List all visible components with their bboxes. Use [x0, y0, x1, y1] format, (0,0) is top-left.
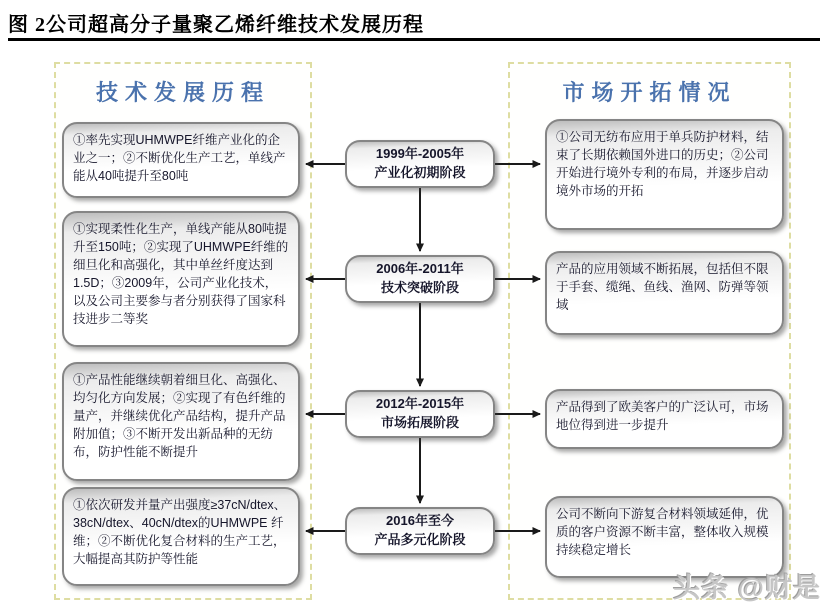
- stage-2-period: 2006年-2011年: [376, 261, 464, 277]
- panel-market-expansion-header: 市场开拓情况: [562, 80, 737, 105]
- tech-box-stage1: ①率先实现UHMWPE纤维产业化的企业之一；②不断优化生产工艺，单线产能从40吨提升至80吨: [62, 122, 300, 198]
- tech-box-stage2: ①实现柔性化生产，单线产能从80吨提升至150吨；②实现了UHMWPE纤维的细旦化和高强化，其中单丝纤度达到1.5D；③2009年，公司产业化技术，以及公司主要参与者分别获得了国家科技进步二等奖: [62, 211, 300, 347]
- tech-box-stage3: ①产品性能继续朝着细旦化、高强化、均匀化方向发展；②实现了有色纤维的量产，并继续优化产品结构，提升产品附加值；③不断开发出新品种的无纺布，防护性能不断提升: [62, 362, 300, 481]
- watermark-toutiao-caishi: 头条 @财是: [673, 573, 821, 603]
- market-box-stage4: 公司不断向下游复合材料领域延伸，优质的客户资源不断丰富，整体收入规模持续稳定增长: [545, 496, 784, 578]
- stage-box-3: [345, 390, 495, 438]
- panel-technology-history-header: 技术发展历程: [95, 80, 270, 105]
- tech-box-stage4: ①依次研发并量产出强度≥37cN/dtex、38cN/dtex、40cN/dtex的UHMWPE 纤维；②不断优化复合材料的生产工艺，大幅提高其防护等性能: [62, 487, 300, 586]
- stage-2-name: 技术突破阶段: [380, 280, 459, 295]
- stage-4-name: 产品多元化阶段: [374, 532, 466, 547]
- stage-1-period: 1999年-2005年: [375, 146, 465, 162]
- market-box-stage3: 产品得到了欧美客户的广泛认可，市场地位得到进一步提升: [545, 389, 784, 449]
- stage-4-period: 2016年至今: [386, 513, 454, 529]
- stage-3-period: 2012年-2015年: [375, 396, 465, 412]
- market-box-stage2: 产品的应用领域不断拓展，包括但不限于手套、缆绳、鱼线、渔网、防弹等领域: [545, 251, 784, 335]
- stage-1-name: 产业化初期阶段: [374, 165, 466, 180]
- market-box-stage1: ①公司无纺布应用于单兵防护材料，结束了长期依赖国外进口的历史；②公司开始进行境外专利的布局，并逐步启动境外市场的开拓: [545, 119, 784, 230]
- stage-box-4: [345, 507, 495, 555]
- stage-box-1: [345, 140, 495, 188]
- stage-3-name: 市场拓展阶段: [380, 415, 459, 430]
- title-underline: [8, 38, 820, 41]
- stage-box-2: [345, 255, 495, 303]
- figure-title: 图 2公司超高分子量聚乙烯纤维技术发展历程: [8, 14, 424, 36]
